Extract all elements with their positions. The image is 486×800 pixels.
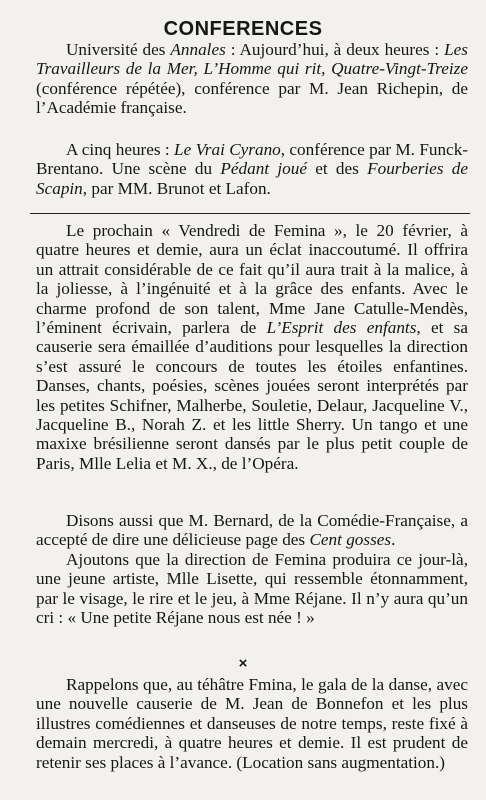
text-run: Disons aussi que M. Bernard, de la Comédie-Française, a accepté de dire une délicieuse page des: [36, 511, 468, 550]
paragraph-bernard: [36, 511, 468, 550]
paragraph-gala-danse: [36, 675, 468, 772]
text-run: .: [391, 530, 396, 550]
paragraph-cyrano: [36, 140, 468, 198]
text-run: , conférence par M. Funck-Brentano. Une scène du: [36, 140, 469, 179]
italic-title-run: Cent gosses: [309, 530, 392, 550]
italic-title-run: L’Esprit des enfants: [266, 318, 417, 338]
italic-title-run: Le Vrai Cyrano: [174, 140, 281, 159]
text-run: A cinq heures :: [66, 140, 175, 159]
italic-title-run: Annales: [170, 40, 226, 59]
italic-title-run: Pédant joué: [220, 159, 307, 179]
paragraph-universite: [36, 40, 468, 118]
section-title: CONFERENCES: [163, 18, 323, 40]
text-run: , et sa causerie sera émaillée d’auditions pour lesquelles la direction s’est assuré le concours de toutes les étoiles enfantines. Danses, chants, poésies, scènes jouées seront interprétés par les petites Schifner, Malherbe, Souletie, Delaur, Jacqueline V., Jacqueline B., Norah Z. et les little Sherry. Un tango et une maxixe brésilienne seront dansés par le plus petit couple de Paris, Mlle Lelia et M. X., de l’Opéra.: [36, 318, 468, 473]
text-run: (conférence répétée), conférence par M. Jean Richepin, de l’Académie française.: [36, 78, 468, 118]
text-run: , par MM. Brunot et Lafon.: [82, 178, 271, 198]
italic-title-run: Fourberies de Scapin: [36, 159, 469, 198]
text-run: et des: [306, 159, 368, 179]
text-run: Rappelons que, au téhâtre Fmina, le gala de la danse, avec une nouvelle causerie de M. Jean de Bonnefon et les plus illustres comédiennes et danseuses de notre temps, reste fixé à demain mercredi, à quatre heures et demie. Il est prudent de retenir ses places à l’avance. (Location sans augmentation.): [36, 675, 468, 772]
text-run: Ajoutons que la direction de Femina produira ce jour-là, une jeune artiste, Mlle Lisette, qui ressemble étonnamment, par le visage, le rire et le jeu, à Mme Réjane. Il n’y aura qu’un cri : « Une petite Réjane nous est née ! »: [36, 550, 468, 628]
paragraph-vendredi-femina: [36, 221, 468, 473]
separator-rule: [30, 213, 470, 214]
paragraph-lisette: [36, 550, 468, 628]
text-run: Université des: [66, 40, 171, 59]
italic-title-run: Les Travailleurs de la Mer, L’Homme qui rit, Quatre-Vingt-Treize: [36, 40, 468, 79]
text-run: : Aujourd’hui, à deux heures :: [225, 40, 445, 59]
separator-cross: ×: [238, 655, 248, 672]
text-run: Le prochain « Vendredi de Femina », le 20 février, à quatre heures et demie, aura un éclat inaccoutumé. Il offrira un attrait considérable de ce fait qu’il aura trait à la malice, à la joliesse, à l’ingénuité et à la grâce des enfants. Avec le charme profond de son talent, Mme Jane Catulle-Mendès, l’éminent écrivain, parlera de: [36, 221, 468, 338]
